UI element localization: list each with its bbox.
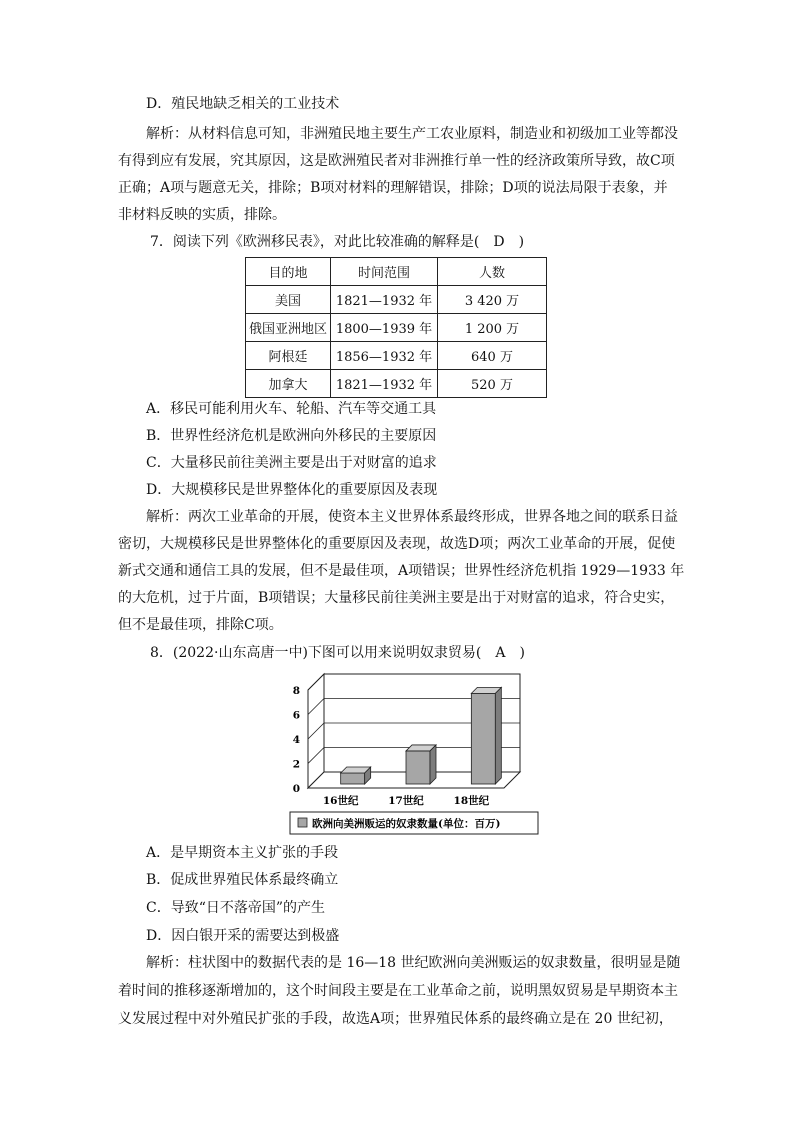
q6-analysis-line: 非材料反映的实质，排除。 [118, 207, 286, 223]
legend-swatch [298, 818, 307, 827]
q7-analysis-line: 解析：两次工业革命的开展，使资本主义世界体系最终形成，世界各地之间的联系日益 [146, 509, 678, 525]
x-category-label: 17世纪 [388, 795, 424, 807]
table-row [246, 314, 547, 342]
bar-side-face [495, 687, 501, 784]
q8-analysis-line: 解析：柱状图中的数据代表的是 16—18 世纪欧洲向美洲贩运的奴隶数量，很明显是随 [146, 955, 681, 971]
table-header-row [246, 258, 547, 286]
emigration-table [245, 257, 547, 398]
bar-side-face [430, 745, 436, 784]
table-row [246, 286, 547, 314]
table-row [246, 342, 547, 370]
q7-analysis-line: 密切，大规模移民是世界整体化的重要原因及表现，故选D项；两次工业革命的开展，促使 [118, 536, 676, 552]
q7-analysis-line: 的大危机，过于片面，B项错误；大量移民前往美洲主要是出于对财富的追求，符合史实， [118, 590, 675, 606]
table-cell: 1821—1932 年 [331, 370, 438, 398]
x-category-label: 18世纪 [453, 795, 490, 807]
table-cell: 加拿大 [246, 370, 331, 398]
table-cell: 3 420 万 [438, 286, 547, 314]
table-cell: 俄国亚洲地区 [246, 314, 331, 342]
bar [406, 751, 430, 784]
q6-analysis-line: 正确；A项与题意无关，排除；B项对材料的理解错误，排除；D项的说法局限于表象，并 [118, 180, 668, 196]
q8-stem: 8．(2022·山东高唐一中)下图可以用来说明奴隶贸易( A ) [150, 645, 525, 661]
table-cell: 1800—1939 年 [331, 314, 438, 342]
slave-trade-bar-chart [286, 672, 546, 836]
q8-analysis-line: 义发展过程中对外殖民扩张的手段，故选A项；世界殖民体系的最终确立是在 20 世纪初， [118, 1011, 673, 1027]
table-header: 目的地 [246, 258, 331, 286]
q7-option-d: D．大规模移民是世界整体化的重要原因及表现 [146, 482, 438, 498]
q8-option-b: B．促成世界殖民体系最终确立 [146, 872, 339, 888]
table-cell: 美国 [246, 286, 331, 314]
table-cell: 640 万 [438, 342, 547, 370]
y-tick-label: 4 [292, 734, 300, 746]
q8-option-c: C．导致“日不落帝国”的产生 [146, 900, 326, 916]
table-cell: 1821—1932 年 [331, 286, 438, 314]
table-cell: 1 200 万 [438, 314, 547, 342]
y-tick-label: 2 [292, 758, 300, 771]
y-tick-label: 6 [292, 709, 300, 722]
q7-stem: 7．阅读下列《欧洲移民表》，对此比较准确的解释是( D ) [150, 234, 525, 250]
q6-analysis-line: 解析：从材料信息可知，非洲殖民地主要生产工农业原料，制造业和初级加工业等都没 [146, 126, 678, 142]
table-row [246, 370, 547, 398]
table-cell: 1856—1932 年 [331, 342, 438, 370]
table-header: 人数 [438, 258, 547, 286]
x-category-label: 16世纪 [322, 795, 359, 807]
q8-option-a: A．是早期资本主义扩张的手段 [146, 845, 339, 861]
q8-analysis-line: 着时间的推移逐渐增加的，这个时间段主要是在工业革命之前，说明黑奴贸易是早期资本主 [118, 983, 678, 999]
q6-option-d: D．殖民地缺乏相关的工业技术 [146, 96, 340, 112]
table-cell: 阿根廷 [246, 342, 331, 370]
q8-option-d: D．因白银开采的需要达到极盛 [146, 928, 340, 944]
table-cell: 520 万 [438, 370, 547, 398]
q7-analysis-line: 但不是最佳项，排除C项。 [118, 617, 283, 633]
q6-analysis-line: 有得到应有发展，究其原因，这是欧洲殖民者对非洲推行单一性的经济政策所导致，故C项 [118, 153, 675, 169]
q7-option-c: C．大量移民前往美洲主要是出于对财富的追求 [146, 455, 437, 471]
q7-analysis-line: 新式交通和通信工具的发展，但不是最佳项，A项错误；世界性经济危机指 1929—1933 年 [118, 563, 685, 579]
q7-option-a: A．移民可能利用火车、轮船、汽车等交通工具 [146, 401, 437, 417]
bar [471, 693, 495, 784]
bar [341, 773, 365, 784]
y-tick-label: 0 [292, 783, 300, 795]
legend-label: 欧洲向美洲贩运的奴隶数量(单位：百万) [312, 818, 501, 830]
q7-option-b: B．世界性经济危机是欧洲向外移民的主要原因 [146, 428, 437, 444]
table-header: 时间范围 [331, 258, 438, 286]
y-tick-label: 8 [292, 685, 300, 697]
